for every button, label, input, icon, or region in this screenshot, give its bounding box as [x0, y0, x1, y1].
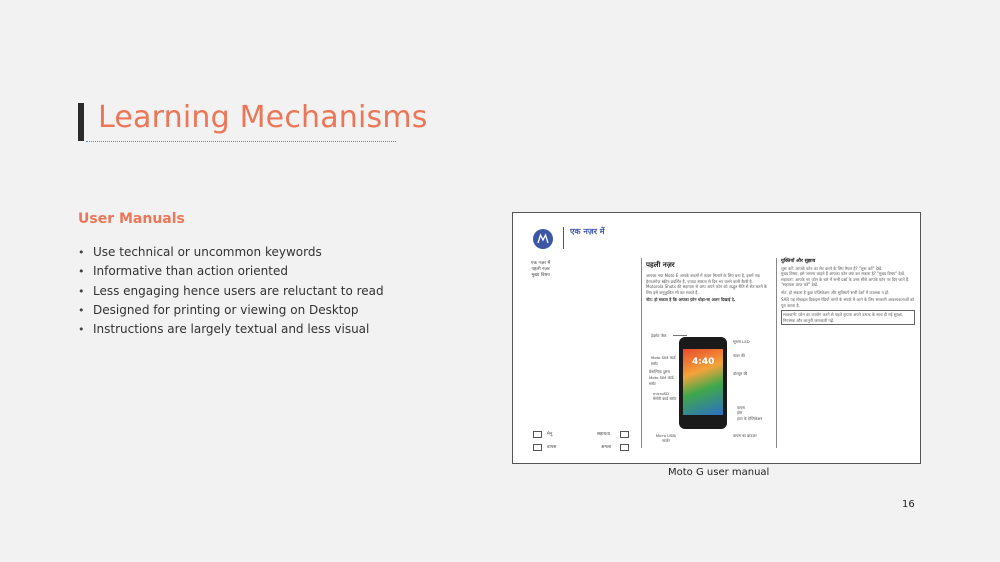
tips-item: मुख्य विषय: इसे जानना चाहते हैं आपका फ़ोन क्या कर सकता है? "मुख्य विषय" देखें. — [781, 271, 905, 276]
phone-illustration — [679, 337, 727, 429]
heading-divider — [563, 227, 564, 249]
bullet-item: • Less engaging hence users are reluctant to read — [78, 282, 384, 301]
tips-note: नोट: हो सकता है कुछ एप्लिकेशन और सुविधाएँ सभी देशों में उपलब्ध न हों. — [781, 289, 890, 295]
slide-title: Learning Mechanisms — [98, 100, 428, 135]
phone-label: होम — [737, 410, 743, 415]
menu-label[interactable]: मेनू — [547, 432, 553, 437]
tips-title: युक्तियाँ और सुझाव — [781, 259, 816, 264]
next-label[interactable]: अगला — [601, 445, 612, 450]
phone-label: Micro USB/चार्जर — [655, 433, 677, 443]
phone-label: हाल के ऐप्लिकेशन — [737, 416, 763, 421]
phone-label: पावर की — [733, 353, 745, 358]
phone-label: Moto SIM कार्ड स्लॉट — [651, 355, 676, 366]
gear-icon[interactable] — [620, 431, 629, 438]
phone-label: microSD मेमोरी कार्ड स्लॉट — [653, 391, 677, 401]
tips-column — [781, 259, 915, 325]
phone-label: हेडसेट जैक — [651, 333, 667, 338]
phone-label: सूचना LED — [733, 339, 750, 344]
phone-screen — [683, 349, 723, 415]
manual-toc — [531, 261, 550, 279]
column-divider — [776, 258, 777, 448]
back-icon[interactable] — [533, 444, 542, 451]
phone-label: वैकल्पिक दूसरा Moto SIM कार्ड स्लॉट — [649, 369, 674, 386]
toc-item[interactable]: पहली नज़र — [531, 267, 550, 272]
label-leader — [673, 335, 687, 336]
column-divider — [641, 258, 642, 448]
motorola-logo-icon — [533, 229, 553, 249]
phone-label: वापस — [737, 405, 745, 410]
phone-label: वॉल्यूम की — [733, 371, 748, 376]
tips-item: शुरू करें: आपके फ़ोन का सेट करने के लिए तैयार है? "शुरू करें" देखें. — [781, 265, 883, 271]
caution-box: सावधानी: फ़ोन का उपयोग करने से पहले कृपया अपने उत्पाद के साथ दी गई सुरक्षा, नियामक और कानूनी जानकारी पढ़ें. — [781, 310, 915, 325]
title-accent-bar — [78, 103, 84, 141]
bullet-item: • Informative than action oriented — [78, 262, 384, 281]
manual-screenshot — [512, 212, 921, 464]
phone-label: वापस का ब्राउज़र — [733, 433, 757, 438]
toc-item[interactable]: मुख्य विषय — [531, 273, 550, 278]
first-look-paragraph: आपका नया Moto E आपके कदमों में कदम मिलाने के लिए बना है, इसमें एक हैरतअंगेज़ स्क्रीन प्रदर्शित है, ज़्यादा स्पष्टता से दिन भर चलने वाली बैटरी है. Motorola Shots की सहायता से आप अपने फ़ोन को अद्भुत रीति से सेट करने के लिए इसे अनुकूलित भी कर सकते हैं. — [646, 273, 768, 295]
phone-clock: 4:40 — [692, 357, 715, 367]
page-number: 16 — [902, 499, 915, 510]
menu-icon[interactable] — [533, 431, 542, 438]
back-label[interactable]: वापस — [547, 445, 557, 450]
sar-text: SAR यह मोबाइल डिवाइस रेडियो तरंगों के संपर्क में आने के लिए सरकारी आवश्यकताओं को पूरा करता है. — [781, 297, 915, 308]
bullet-item: • Designed for printing or viewing on Desktop — [78, 301, 384, 320]
first-look-title: पहली नज़र — [646, 261, 675, 269]
bullet-item: • Use technical or uncommon keywords — [78, 243, 384, 262]
help-label[interactable]: सहायता — [597, 432, 610, 437]
first-look-note: नोट: हो सकता है कि आपका फ़ोन थोड़ा-सा अलग दिखाई दे. — [646, 297, 736, 302]
image-caption: Moto G user manual — [668, 467, 770, 478]
bullet-item: • Instructions are largely textual and less visual — [78, 320, 384, 339]
section-heading: User Manuals — [78, 211, 185, 227]
manual-heading: एक नज़र में — [570, 227, 605, 236]
first-look-text — [646, 273, 768, 303]
next-icon[interactable] — [620, 444, 629, 451]
title-underline — [86, 141, 396, 142]
toc-item[interactable]: एक नज़र में — [531, 261, 551, 266]
bullet-list — [78, 243, 384, 339]
tips-item: सहायता: आपके नए फ़ोन के बारे में सभी प्रश्नों के उत्तर सीधे आपके फ़ोन पर दिए जाते हैं. "सहायता प्राप्त करें" देखें. — [781, 276, 910, 287]
